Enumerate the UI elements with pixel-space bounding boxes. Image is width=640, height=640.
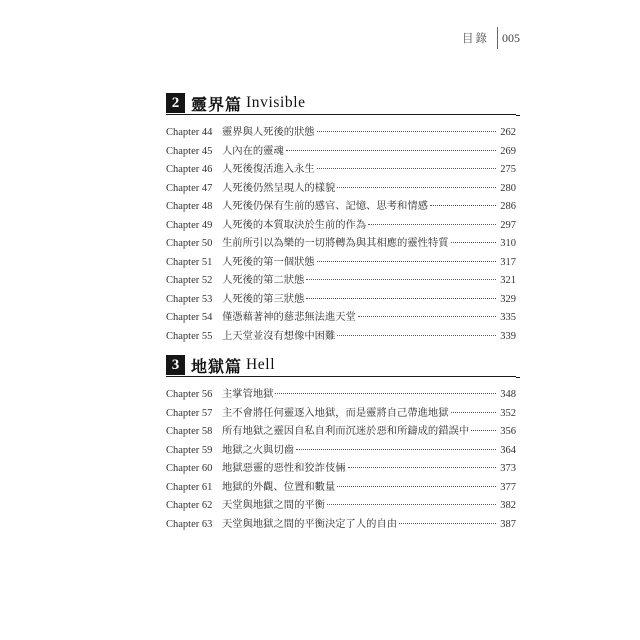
chapter-page-number: 297	[500, 219, 516, 231]
chapter-label: Chapter 49	[166, 219, 213, 231]
chapter-page-number: 310	[500, 238, 516, 249]
dot-leader	[471, 430, 496, 431]
dot-leader	[286, 150, 496, 151]
chapter-page-number: 321	[500, 275, 516, 286]
chapter-title: 上天堂並沒有想像中困難	[222, 329, 336, 342]
part-title-en: Invisible	[246, 94, 306, 111]
chapter-label: Chapter 55	[166, 330, 213, 342]
dot-leader	[317, 261, 496, 262]
heading-rule-tick	[516, 373, 520, 378]
chapter-title: 地獄惡靈的惡性和狡詐伎倆	[222, 462, 346, 474]
running-header	[462, 27, 520, 49]
chapter-page-number: 269	[500, 145, 516, 157]
chapter-page-number: 339	[500, 330, 516, 342]
chapter-title: 地獄之火與切齒	[222, 443, 295, 456]
running-title: 目錄	[462, 31, 489, 45]
chapter-title: 靈界與人死後的狀態	[222, 126, 315, 138]
part-title-zh: 靈界篇	[191, 94, 243, 114]
toc-entry	[166, 290, 516, 309]
chapter-title: 人死後的第二狀態	[222, 274, 305, 286]
chapter-title: 所有地獄之靈因自私自利而沉迷於惡和所鑄成的錯誤中	[222, 425, 470, 437]
chapter-page-number: 377	[500, 481, 516, 493]
chapter-label: Chapter 57	[166, 407, 213, 419]
dot-leader	[317, 131, 496, 132]
chapter-page-number: 335	[500, 312, 516, 323]
chapter-label: Chapter 47	[166, 182, 213, 194]
dot-leader	[327, 504, 496, 505]
dot-leader	[451, 242, 496, 243]
toc-entry	[166, 478, 516, 497]
chapter-page-number: 286	[500, 201, 516, 212]
toc-entry	[166, 385, 516, 404]
chapter-page-number: 317	[500, 256, 516, 268]
part-number-badge: 3	[166, 355, 185, 375]
heading-rule-tick	[516, 111, 520, 116]
chapter-label: Chapter 46	[166, 164, 213, 175]
toc-entry	[166, 422, 516, 441]
chapter-page-number: 387	[500, 518, 516, 530]
chapter-page-number: 262	[500, 127, 516, 138]
chapter-title: 人死後的第三狀態	[222, 292, 305, 305]
chapter-page-number: 329	[500, 293, 516, 305]
chapter-title: 人死後的本質取決於生前的作為	[222, 218, 367, 231]
chapter-page-number: 373	[500, 463, 516, 474]
part-number-badge: 2	[166, 93, 185, 113]
chapter-label: Chapter 63	[166, 518, 213, 530]
chapter-label: Chapter 51	[166, 256, 213, 268]
dot-leader	[296, 449, 496, 450]
chapter-title: 地獄的外觀、位置和數量	[222, 480, 336, 493]
toc-entry	[166, 515, 516, 534]
dot-leader	[317, 168, 496, 169]
chapter-label: Chapter 60	[166, 463, 213, 474]
chapter-label: Chapter 48	[166, 201, 213, 212]
toc-entry	[166, 496, 516, 515]
chapter-title: 人死後仍然呈現人的樣貌	[222, 181, 336, 194]
chapter-page-number: 348	[500, 389, 516, 400]
chapter-page-number: 275	[500, 164, 516, 175]
chapter-list	[166, 385, 516, 533]
toc-entry	[166, 216, 516, 235]
part-heading	[166, 92, 516, 115]
dot-leader	[399, 523, 496, 524]
part-3-section	[166, 354, 516, 533]
toc-entry	[166, 308, 516, 327]
toc-entry	[166, 459, 516, 478]
chapter-title: 人死後的第一個狀態	[222, 255, 315, 268]
toc-entry	[166, 197, 516, 216]
dot-leader	[451, 412, 496, 413]
chapter-page-number: 280	[500, 182, 516, 194]
chapter-list	[166, 123, 516, 345]
chapter-page-number: 364	[500, 444, 516, 456]
chapter-label: Chapter 54	[166, 312, 213, 323]
chapter-title: 主掌管地獄	[222, 388, 274, 400]
chapter-page-number: 352	[500, 407, 516, 419]
toc-entry	[166, 441, 516, 460]
chapter-title: 主不會將任何靈逐入地獄，而是靈將自己帶進地獄	[222, 406, 449, 419]
chapter-title: 人內在的靈魂	[222, 144, 284, 157]
toc-entry	[166, 160, 516, 179]
part-heading	[166, 354, 516, 377]
part-title-zh: 地獄篇	[191, 356, 243, 376]
dot-leader	[337, 335, 496, 336]
dot-leader	[368, 224, 496, 225]
dot-leader	[337, 486, 496, 487]
chapter-label: Chapter 56	[166, 389, 213, 400]
dot-leader	[306, 298, 496, 299]
chapter-label: Chapter 58	[166, 426, 213, 437]
toc-entry	[166, 404, 516, 423]
chapter-label: Chapter 52	[166, 275, 213, 286]
dot-leader	[337, 187, 496, 188]
chapter-label: Chapter 44	[166, 127, 213, 138]
chapter-label: Chapter 59	[166, 444, 213, 456]
chapter-title: 人死後仍保有生前的感官、記憶、思考和情感	[222, 200, 428, 212]
dot-leader	[275, 393, 496, 394]
toc-entry	[166, 271, 516, 290]
toc-entry	[166, 327, 516, 346]
part-title-en: Hell	[246, 356, 276, 373]
chapter-title: 天堂與地獄之間的平衡決定了人的自由	[222, 517, 398, 530]
toc-entry	[166, 253, 516, 272]
dot-leader	[348, 467, 496, 468]
part-2-section	[166, 92, 516, 345]
dot-leader	[306, 279, 496, 280]
chapter-title: 天堂與地獄之間的平衡	[222, 499, 325, 511]
chapter-title: 人死後復活進入永生	[222, 163, 315, 175]
toc-entry	[166, 179, 516, 198]
chapter-title: 僅憑藉著神的慈悲無法進天堂	[222, 311, 356, 323]
toc-entry	[166, 123, 516, 142]
chapter-label: Chapter 50	[166, 238, 213, 249]
chapter-label: Chapter 45	[166, 145, 213, 157]
chapter-page-number: 382	[500, 500, 516, 511]
chapter-label: Chapter 61	[166, 481, 213, 493]
toc-entry	[166, 142, 516, 161]
toc-entry	[166, 234, 516, 253]
page-number: 005	[502, 30, 520, 45]
chapter-label: Chapter 53	[166, 293, 213, 305]
chapter-label: Chapter 62	[166, 500, 213, 511]
chapter-page-number: 356	[500, 426, 516, 437]
chapter-title: 生前所引以為樂的一切將轉為與其相應的靈性特質	[222, 237, 449, 249]
dot-leader	[358, 316, 496, 317]
dot-leader	[430, 205, 496, 206]
